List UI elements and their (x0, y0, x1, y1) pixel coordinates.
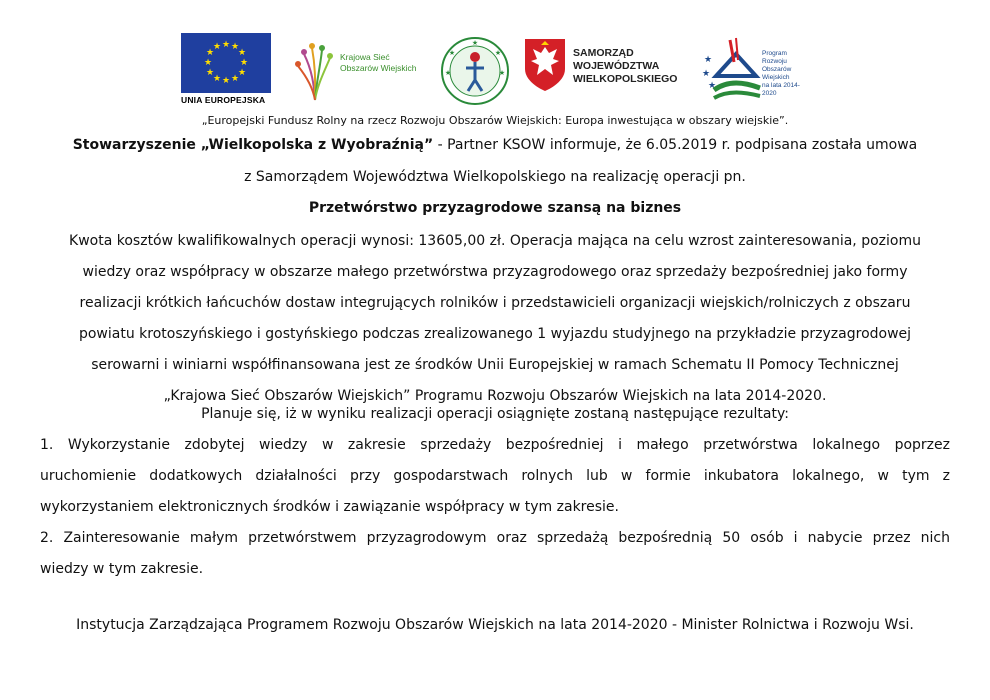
prow-label (762, 50, 810, 98)
svg-text:★: ★ (205, 48, 215, 58)
wlkp-label-line1: SAMORZĄD WOJEWÓDZTWA (573, 47, 660, 72)
svg-text:★: ★ (203, 58, 213, 68)
svg-text:★: ★ (239, 58, 249, 68)
svg-text:★: ★ (708, 81, 717, 91)
ksow-label-line2: Obszarów Wiejskich (340, 63, 417, 73)
operation-title-text: Przetwórstwo przyzagrodowe szansą na biznes (308, 200, 682, 216)
description-line: Kwota kosztów kwalifikowalnych operacji wynosi: 13605,00 zł. Operacja mająca na celu wzrost zainteresowania, poziomu (69, 233, 921, 249)
ksow-label (340, 52, 417, 74)
result-item-2 (40, 523, 950, 585)
footer-authority: Instytucja Zarządzająca Programem Rozwoju Obszarów Wiejskich na lata 2014-2020 - Minister Rolnictwa i Rozwoju Wsi. (76, 617, 914, 633)
description-line: „Krajowa Sieć Obszarów Wiejskich” Programu Rozwoju Obszarów Wiejskich na lata 2014-2020. (163, 388, 827, 404)
svg-text:★: ★ (237, 48, 247, 58)
intro-rest: - Partner KSOW informuje, że 6.05.2019 r. podpisana została umowa (433, 137, 918, 153)
svg-text:★: ★ (471, 39, 479, 47)
result-2-line: 2. Zainteresowanie małym przetwórstwem przyzagrodowym oraz sprzedażą bezpośrednią 50 osób i nabycie przez nich (40, 530, 950, 546)
result-item-1 (40, 430, 950, 523)
result-1-line: wykorzystaniem elektronicznych środków i zawiązanie współpracy w tym zakresie. (40, 499, 619, 515)
wlkp-label-line2: WIELKOPOLSKIEGO (573, 73, 678, 85)
svg-text:★: ★ (230, 42, 240, 52)
svg-text:★: ★ (494, 49, 502, 57)
description-line: powiatu krotoszyńskiego i gostyńskiego podczas zrealizowanego 1 wyjazdu studyjnego na przykładzie przyzagrodowej (78, 326, 912, 342)
wlkp-eagle-shield-icon (523, 37, 567, 93)
intro-line1 (40, 133, 950, 157)
prow-label-line1: Program (762, 50, 787, 57)
prow-logo (700, 32, 810, 108)
svg-text:★: ★ (498, 69, 506, 77)
wlkp-logo (523, 37, 693, 97)
svg-text:★: ★ (221, 76, 231, 86)
leader-emblem-icon (438, 35, 512, 107)
intro-line2: z Samorządem Województwa Wielkopolskiego na realizację operacji pn. (244, 169, 746, 185)
description (40, 226, 950, 412)
description-line: wiedzy oraz współpracy w obszarze małego przetwórstwa przyzagrodowego oraz sprzedaży bezpośredniej jako formy (82, 264, 908, 280)
svg-text:★: ★ (212, 74, 222, 84)
result-2-line: wiedzy w tym zakresie. (40, 561, 204, 577)
leader-logo (438, 35, 512, 107)
result-1-line: uruchomienie dodatkowych działalności przy gospodarstwach rolnych lub w formie inkubatora lokalnego, w tym z (40, 468, 950, 484)
logos-row (0, 30, 990, 110)
prow-label-line2: Rozwoju (762, 58, 787, 65)
operation-title (40, 196, 950, 220)
description-line: realizacji krótkich łańcuchów dostaw integrujących rolników i przedstawicieli organizacji wiejskich/rolniczych z obszaru (79, 295, 911, 311)
organization-name: Stowarzyszenie „Wielkopolska z Wyobraźnią” (72, 137, 434, 153)
prow-label-line4: Wiejskich (762, 74, 790, 81)
eu-caption: UNIA EUROPEJSKA (181, 95, 266, 105)
prow-house-icon (700, 32, 764, 108)
svg-text:★: ★ (212, 42, 222, 52)
ksow-tree-icon (290, 40, 340, 104)
ksow-label-line1: Krajowa Sieć (340, 52, 390, 62)
prow-label-line3: Obszarów (762, 66, 792, 73)
svg-text:★: ★ (444, 69, 452, 77)
svg-text:★: ★ (237, 68, 247, 78)
fund-slogan: „Europejski Fundusz Rolny na rzecz Rozwoju Obszarów Wiejskich: Europa inwestująca w obszary wiejskie”. (201, 114, 789, 127)
svg-text:★: ★ (704, 55, 713, 65)
eu-flag-icon (181, 33, 271, 93)
svg-text:★: ★ (230, 74, 240, 84)
svg-text:★: ★ (205, 68, 215, 78)
description-line: serowarni i winiarni współfinansowana jest ze środków Unii Europejskiej w ramach Schematu II Pomocy Technicznej (91, 357, 899, 373)
ksow-logo (290, 40, 430, 104)
eu-logo (181, 33, 273, 105)
svg-text:★: ★ (448, 49, 456, 57)
svg-text:★: ★ (702, 69, 711, 79)
result-1-line: 1. Wykorzystanie zdobytej wiedzy w zakresie sprzedaży bezpośredniej i małego przetwórstwa lokalnego poprzez (40, 437, 950, 453)
results-intro: Planuje się, iż w wyniku realizacji operacji osiągnięte zostaną następujące rezultaty: (201, 406, 789, 422)
wlkp-label (573, 47, 693, 86)
prow-label-line5: na lata 2014-2020 (762, 82, 800, 97)
svg-text:★: ★ (221, 40, 231, 50)
